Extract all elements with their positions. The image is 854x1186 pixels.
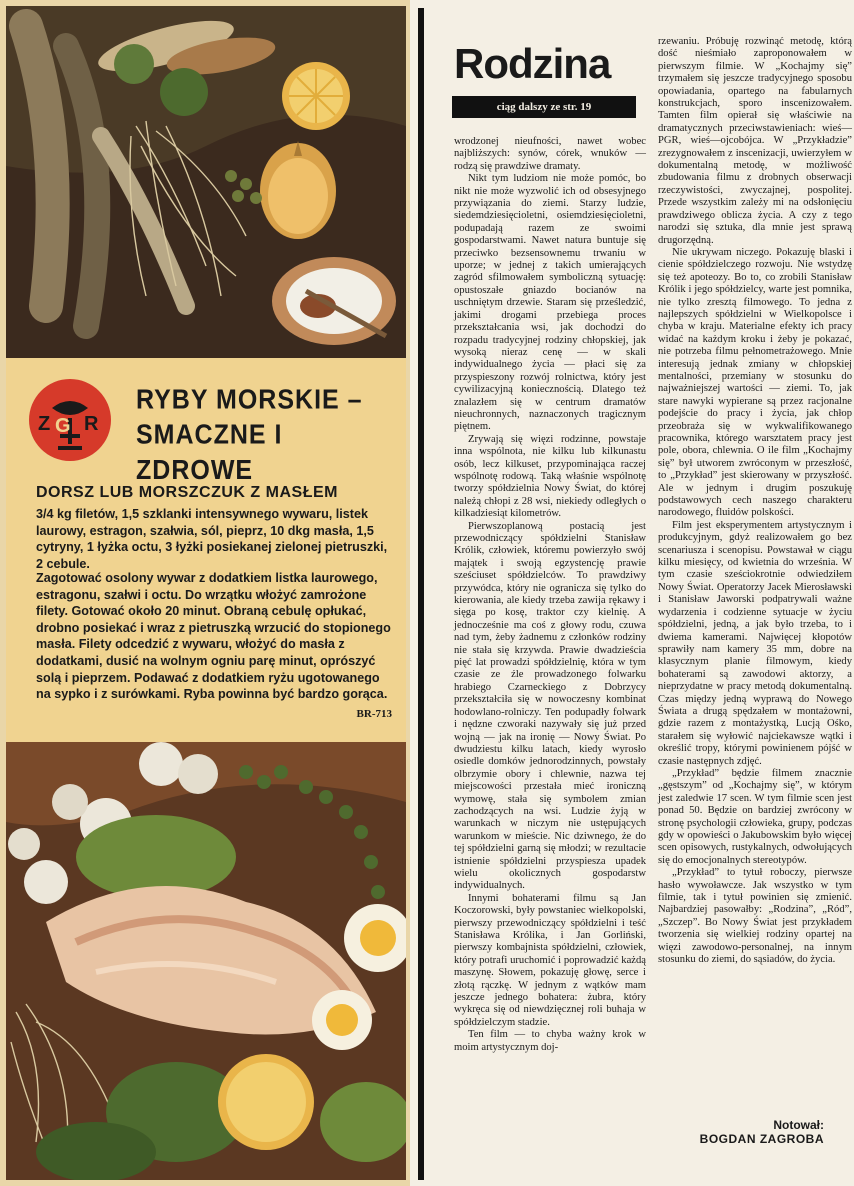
col1-paragraph-3: Zrywają się więzi rodzinne, powstaje inna wspólnota, nie kilku lub kilkunastu osób, lecz kilkuset, przypominająca raczej wspólnotę rodową. Taką właśnie wspólnotę tworzy spółdzielnia Nowy Świat, do której należą chłopi z 28 wsi, niekiedy odległych o kilkadziesiąt kilometrów. (454, 433, 646, 520)
col1-paragraph-2: Nikt tym ludziom nie może pomóc, bo nikt nie może wyzwolić ich od obsesyjnego przywiązania do ziemi. Starzy ludzie, siedemdziesięcioletni, osiemdziesięcioletni, podupadają razem ze swoimi gospodarstwami. Nawet natura buntuje się przeciwko bezsensownemu trwaniu w uporze; w jednej z takich umierających zagród sfilmowałem symboliczną sytuację: opustoszałe gniazdo bocianów na uschniętym drzewie. Staram się prześledzić, jakimi drogami przebiega proces przekształcania wsi, jak dochodzi do rozpadu tradycyjnej rodziny chłopskiej, jak wysoką nieraz cenę — w skali indywidualnego życia — płaci się za przyspieszony rozwój rolnictwa, który jest cywilizacyjną koniecznością. Dlatego też znalazłem się w centrum dramatów nieuchronnych, naznaczonych tragicznym piętnem. (454, 173, 646, 433)
heading-line-1: RYBY MORSKIE – (136, 384, 363, 415)
col1-paragraph-4: Pierwszoplanową postacią jest przewodniczący spółdzielni Stanisław Królik, człowiek, któremu powierzyło swój majątek i swoją egzystencję prawie sześciuset spółdzielców. To prawdziwy przywódca, który nie ogranicza się tylko do kierowania, ale kiedy trzeba zawija rękawy i sięga po kosę, traktor czy kielnię. A jednocześnie ma coś z głowy rodu, czuwa nad tym, żeby żadnemu z członków rodziny nie stała się krzywda. Prawie dwadzieścia pięć lat prowadzi spółdzielnię, która w tym czasie ze źle prowadzonego folwarku hrabiego Czarneckiego z Dobrzycy przekształciła się w nowoczesny kombinat hodowlano-rolniczy. Ten podupadły folwark i nędzne czworaki nazywały się już przed wojną — jak na ironię — Nowy Świat. Po dwudziestu kilku latach, kiedy wyrosło osiedle domków jednorodzinnych, powstały olbrzymie obory i chlewnie, nazwa tej miejscowości przestała mieć ironiczną wymowę, stała się symbolem zmian zachodzących na wsi. Ludzie żyją w warunkach w niczym nie ustępujących warunkom w mieście. Nic dziwnego, że do tej spółdzielni garną się młodzi; w rezultacie istnienie spółdzielni przyspiesza upadek wielu okolicznych gospodarstw indywidualnych. (454, 520, 646, 892)
recipe-box (6, 358, 406, 742)
top-food-photo (6, 6, 406, 358)
signature-name: BOGDAN ZAGROBA (699, 1132, 824, 1146)
svg-text:R: R (84, 413, 99, 435)
col2-paragraph-5: „Przykład” to tytuł roboczy, pierwsze hasło wywoławcze. Jak wszystko w tym filmie, tak i tytuł powinien się zmienić. Najbardziej pasowałby: „Rodzina”, „Ród”, „Szczep”. Bo Nowy Świat jest przykładem tworzenia się wielkiej rodziny opartej na więzi zawodowo-personalnej, na innym stosunku do ziemi, do sąsiadów, do życia. (658, 867, 852, 966)
dish-title: DORSZ LUB MORSZCZUK Z MASŁEM (36, 484, 338, 501)
col1-paragraph-5: Innymi bohaterami filmu są Jan Koczorowski, były powstaniec wielkopolski, pierwszy przewodniczący spółdzielni i teść Stanisława Królika, i Jan Gorliński, pierwszy kombajnista spółdzielni, człowiek, który potrafi uruchomić i poprowadzić każdą maszynę. Słowem, pokazuję głowę, serce i złotą rączkę. W jednym z wątków mam jeszcze jednego bohatera: żubra, który wykręca się od niewdzięcznej roli buhaja w spółdzielczym stadzie. (454, 892, 646, 1028)
article-column-1 (454, 136, 646, 1176)
heading-line-2: SMACZNE I ZDROWE (136, 419, 283, 486)
fish-and-vegetables-photo (6, 6, 406, 358)
method-text: Zagotować osolony wywar z dodatkiem listka laurowego, estragonu, szałwi i octu. Do wrzątku włożyć zamrożone filety. Gotować około 20 minut. Obraną cebulę opłukać, drobno posiekać i wraz z pietruszką wrzucić do stopionego masła. Filety odcedzić z wywaru, włożyć do masła z dodatkami, dusić na wolnym ogniu parę minut, oprószyć solą i pieprzem. Podawać z dodatkiem ryżu ugotowanego na sypko i z surówkami. Ryba powinna być bardzo gorąca. (36, 571, 391, 702)
fish-fillet-photo (6, 742, 406, 1180)
col2-paragraph-3: Film jest eksperymentem artystycznym i produkcyjnym, gdyż realizowałem go bez scenariusza i scenopisu. Powstawał w ciągu kilku miesięcy, od kwietnia do września. W tym czasie sześciokrotnie odwiedziłem Nowy Świat. Operatorzy Jacek Mierosławski i Stanisław Jaworski podpatrywali ważne wydarzenia i codzienne sytuacje w życiu spółdzielni, jedną, a jak było trzeba, to i dwiema kamerami. Najwięcej kłopotów sprawiły nam kamery 35 mm, dobre na klasycznym planie filmowym, kiedy bohaterami są zawodowi aktorzy, a nieprzydatne w pracy metodą dokumentalną. Czas między jedną wyprawą do Nowego Świata a drugą spędzałem w montażowni, gdzie razem z montażystką, Lucją Ośko, starałem się wyłowić najciekawsze wątki i określić tropy, którymi powinienem pójść w czasie następnych zdjęć. (658, 519, 852, 767)
col2-paragraph-1: rzewaniu. Próbuję rozwinąć metodę, którą dość nieśmiało zaproponowałem w pierwszym filmie. W „Kochajmy się” trzymałem się jeszcze tradycyjnego sposobu opowiadania, opartego na fabularnych konstrukcjach, sporo inscenizowałem. Tamten film opierał się właściwie na dramatycznych przeciwstawieniach: wieś—PGR, wieś—ojcobójca. W „Przykładzie” zrezygnowałem z inscenizacji, uwierzyłem w dokumentalną metodę, w możliwość zbudowania filmu z drobnych obserwacji rzeczywistości, zwyczajnej, pospolitej. Przede wszystkim zależy mi na odsłonięciu prawdziwego oblicza życia. A czy z tego narodzi się sztuka, dla mnie jest sprawą drugorzędną. (658, 36, 852, 246)
article-title: Rodzina (454, 40, 611, 87)
article-page (424, 0, 854, 1186)
svg-text:Z: Z (38, 413, 51, 435)
continued-from-label: ciąg dalszy ze str. 19 (452, 96, 636, 118)
article-column-2 (658, 36, 852, 1126)
col1-paragraph-1: wrodzonej nieufności, nawet wobec najbliższych: synów, córek, wnuków — rodzą się prawdziwe dramaty. (454, 136, 646, 172)
recipe-code: BR-713 (356, 708, 392, 720)
signature-label: Notował: (773, 1118, 824, 1132)
col2-paragraph-2: Nie ukrywam niczego. Pokazuję blaski i cienie spółdzielczego rozwoju. Nie wstydzę się też apoteozy. Bo to, co zrobili Stanisław Królik i jego spółdzielcy, warte jest pomnika, nie tylko zresztą filmowego. To jedna z najlepszych spółdzielni w Wielkopolsce i chyba w kraju. Materialne efekty ich pracy widać na każdym kroku i żeby je pokazać, nie potrzeba filmu pełnometrażowego. Mnie interesują jednak zmiany w chłopskiej mentalności, przemiany w stosunku do najważniejszej wartości — ziemi. To, jak stare nawyki wypierane są przez racjonalne podejście do pracy i życia, jak chłop przeobraża się w wykwalifikowanego pracownika, którego warsztatem pracy jest pole, obora, chlewnia. O ile film „Kochajmy się” był utworem zwróconym w przeszłość, to „Przykład” jest skierowany w przyszłość. Ale w jednym i drugim poszukuję podstawowych cech naszego charakteru narodowego, fluidów polskości. (658, 246, 852, 519)
zgr-logo (28, 378, 112, 462)
col2-paragraph-4: „Przykład” będzie filmem znacznie „gęstszym” od „Kochajmy się”, w którym jest zaledwie 17 scen. W tym filmie scen jest ponad 50. Będzie on bardziej zwrócony w stronę psychologii człowieka, grupy, podczas gdy w opowieści o Jakubowskim było więcej scen opisowych, rustykalnych, odwołujących się do emocjonalnych stereotypów. (658, 767, 852, 866)
recipe-page (0, 0, 410, 1186)
recipe-heading (136, 382, 396, 488)
svg-text:G: G (55, 415, 71, 437)
ingredients-text: 3/4 kg filetów, 1,5 szklanki intensywnego wywaru, listek laurowy, estragon, szałwia, sól, pieprz, 10 dkg masła, 1,5 cytryny, 1 łyżka octu, 3 łyżki posiekanej zielonej pietruszki, 2 cebule. (36, 507, 388, 571)
col1-paragraph-6: Ten film — to chyba ważny krok w moim artystycznym doj- (454, 1029, 646, 1053)
bottom-food-photo (6, 742, 406, 1180)
author-signature (700, 1118, 824, 1146)
